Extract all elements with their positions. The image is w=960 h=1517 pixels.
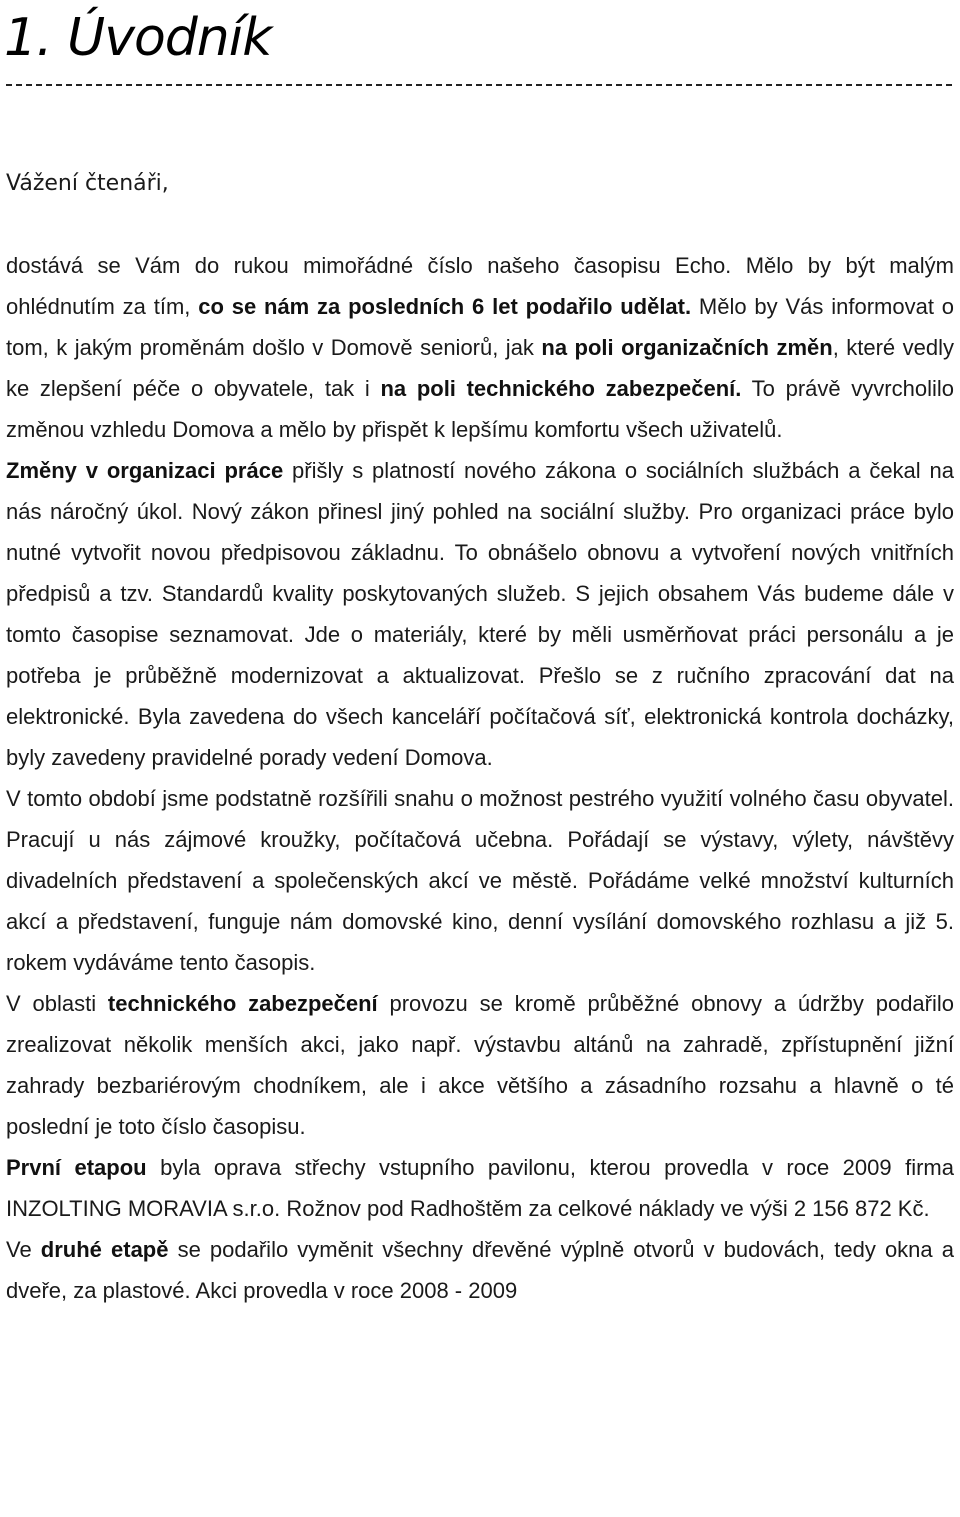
paragraph (6, 1229, 954, 1311)
paragraph-text: byla oprava střechy vstupního pavilonu, kterou provedla v roce 2009 firma INZOLTING MORAVIA s.r.o. Rožnov pod Radhoštěm za celkové náklady ve výši 2 156 872 Kč. (6, 1155, 954, 1221)
paragraph-text: Ve (6, 1237, 41, 1262)
dashed-divider (6, 84, 952, 86)
emphasis-text: Změny v organizaci práce (6, 458, 284, 483)
emphasis-text: na poli technického zabezpečení. (380, 376, 742, 401)
paragraph (6, 778, 954, 983)
paragraph-text: dostává se Vám do rukou mimořádné číslo našeho časopisu Echo. Mělo by být malým ohlédnutím za tím, (6, 253, 954, 319)
paragraph-text: Mělo by Vás informovat o tom, k jakým proměnám došlo v Domově seniorů, jak (6, 294, 954, 360)
emphasis-text: První etapou (6, 1155, 147, 1180)
emphasis-text: technického zabezpečení (107, 991, 378, 1016)
paragraph-text: se podařilo vyměnit všechny dřevěné výplně otvorů v budovách, tedy okna a dveře, za plastové. Akci provedla v roce 2008 - 2009 (6, 1237, 954, 1303)
emphasis-text: co se nám za posledních 6 let podařilo udělat. (198, 294, 692, 319)
paragraph (6, 450, 954, 778)
page-title: 1. Úvodník (4, 8, 272, 68)
paragraph-text: V oblasti (6, 991, 108, 1016)
paragraph-text: přišly s platností nového zákona o sociálních službách a čekal na nás náročný úkol. Nový zákon přinesl jiný pohled na sociální služby. Pro organizaci práce bylo nutné vytvořit novou předpisovou základnu. To obnášelo obnovu a vytvoření nových vnitřních předpisů a tzv. Standardů kvality poskytovaných služeb. S jejich obsahem Vás budeme dále v tomto časopise seznamovat. Jde o materiály, které by měli usměrňovat práci personálu a je potřeba je průběžně modernizovat a aktualizovat. Přešlo se z ručního zpracování dat na elektronické. Byla zavedena do všech kanceláří počítačová síť, elektronická kontrola docházky, byly zavedeny pravidelné porady vedení Domova. (6, 458, 954, 770)
paragraph-text: V tomto období jsme podstatně rozšířili snahu o možnost pestrého využití volného času obyvatel. Pracují u nás zájmové kroužky, počítačová učebna. Pořádají se výstavy, výlety, návštěvy divadelních představení a společenských akcí ve městě. Pořádáme velké množství kulturních akcí a představení, funguje nám domovské kino, denní vysílání domovského rozhlasu a již 5. rokem vydáváme tento časopis. (6, 786, 954, 975)
paragraph-text: , které vedly ke zlepšení péče o obyvatele, tak i (6, 335, 954, 401)
emphasis-text: druhé etapě (40, 1237, 169, 1262)
greeting: Vážení čtenáři, (6, 171, 169, 196)
emphasis-text: na poli organizačních změn (541, 335, 833, 360)
paragraph-text: provozu se kromě průběžné obnovy a údržby podařilo zrealizovat několik menších akci, jako např. výstavbu altánů na zahradě, zpřístupnění jižní zahrady bezbariérovým chodníkem, ale i akce většího a zásadního rozsahu a hlavně o té poslední je toto číslo časopisu. (6, 991, 955, 1139)
paragraph (6, 983, 954, 1147)
paragraph (6, 245, 954, 450)
paragraph-text: To právě vyvrcholilo změnou vzhledu Domova a mělo by přispět k lepšímu komfortu všech uživatelů. (6, 376, 954, 442)
paragraph (6, 1147, 954, 1229)
article-body (6, 245, 954, 1311)
